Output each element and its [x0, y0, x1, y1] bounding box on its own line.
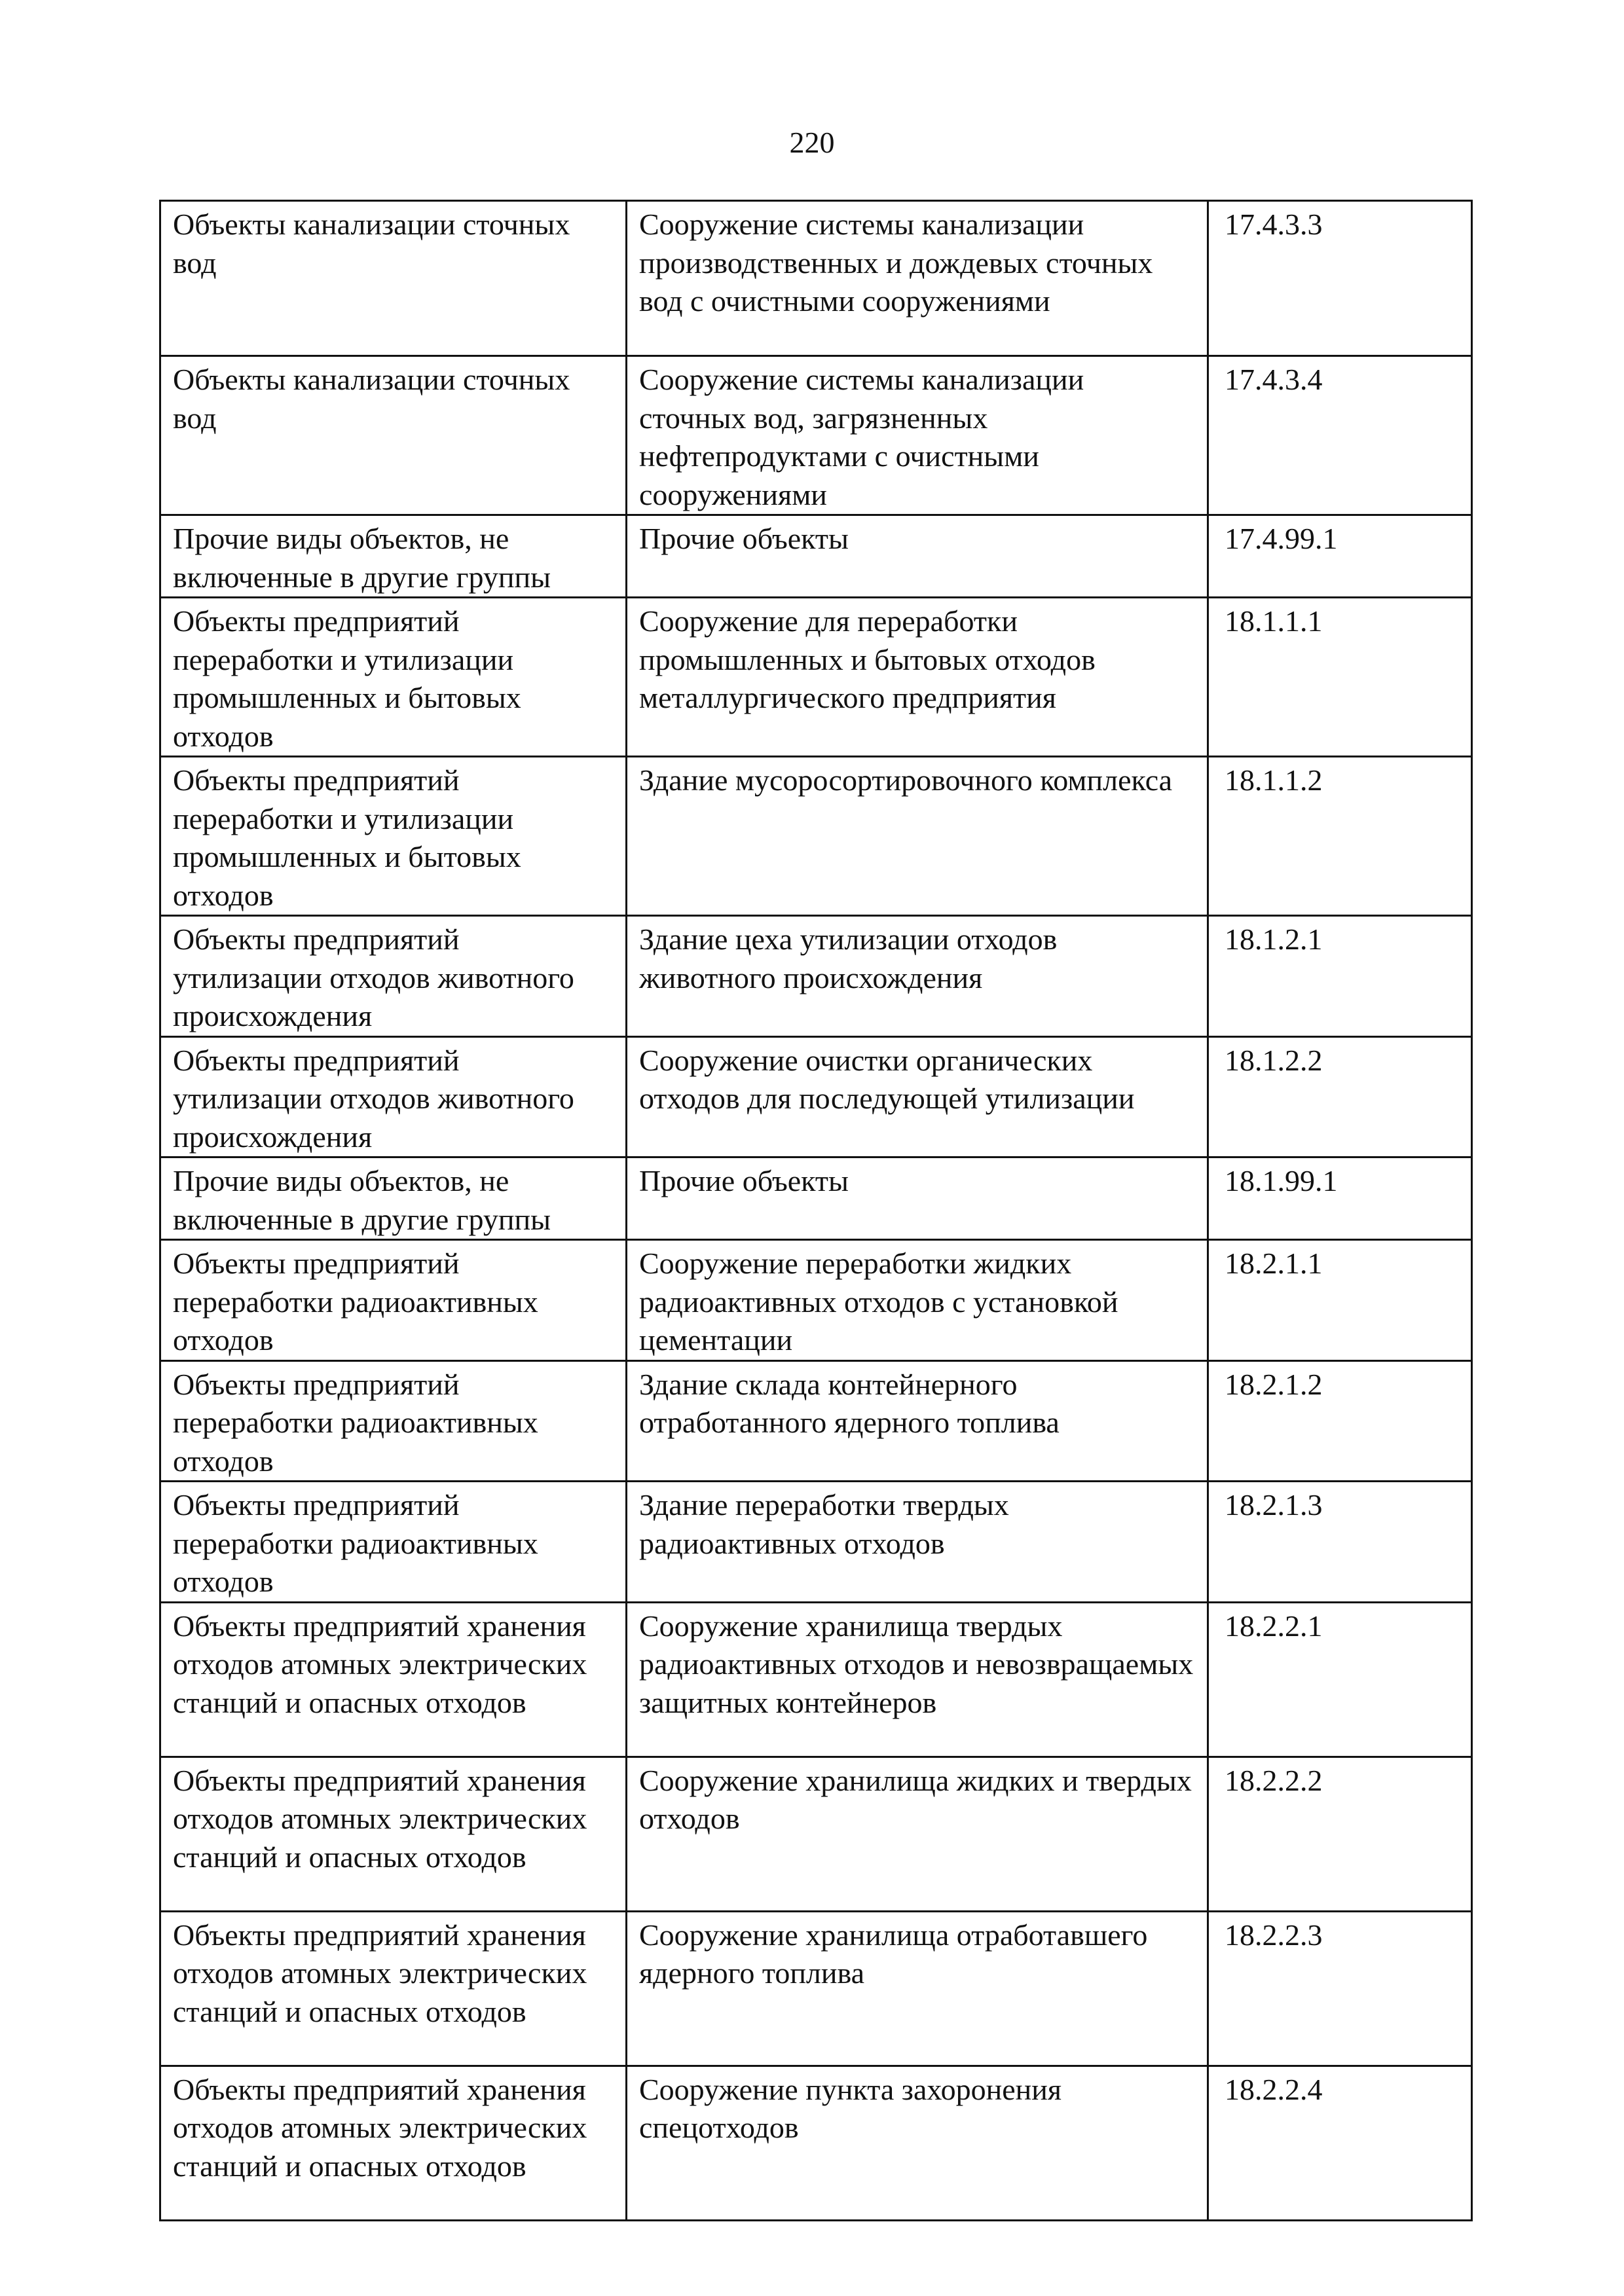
object-cell: Здание цеха утилизации отходов животного происхождения [627, 916, 1208, 1037]
code-cell: 17.4.3.3 [1208, 201, 1472, 356]
code-cell: 18.2.1.3 [1208, 1482, 1472, 1603]
table-row [160, 1482, 1472, 1603]
group-cell: Объекты предприятий хранения отходов атомных электрических станций и опасных отходов [160, 2066, 627, 2220]
group-cell: Объекты предприятий хранения отходов атомных электрических станций и опасных отходов [160, 1602, 627, 1757]
group-cell: Объекты предприятий переработки радиоактивных отходов [160, 1482, 627, 1603]
object-cell: Прочие объекты [627, 1157, 1208, 1240]
group-cell: Объекты предприятий хранения отходов атомных электрических станций и опасных отходов [160, 1911, 627, 2066]
object-cell: Сооружение хранилища твердых радиоактивных отходов и невозвращаемых защитных контейнеров [627, 1602, 1208, 1757]
code-cell: 17.4.3.4 [1208, 356, 1472, 515]
object-cell: Сооружение системы канализации сточных вод, загрязненных нефтепродуктами с очистными сооружениями [627, 356, 1208, 515]
page-number: 220 [789, 126, 835, 159]
object-cell: Сооружение хранилища жидких и твердых отходов [627, 1757, 1208, 1911]
table-row [160, 515, 1472, 598]
group-cell: Объекты канализации сточных вод [160, 201, 627, 356]
group-cell: Объекты предприятий переработки радиоактивных отходов [160, 1360, 627, 1482]
table-row [160, 1757, 1472, 1911]
group-cell: Прочие виды объектов, не включенные в другие группы [160, 1157, 627, 1240]
group-cell: Прочие виды объектов, не включенные в другие группы [160, 515, 627, 598]
object-cell: Здание склада контейнерного отработанного ядерного топлива [627, 1360, 1208, 1482]
table-row [160, 2066, 1472, 2220]
table-row [160, 1240, 1472, 1361]
group-cell: Объекты предприятий утилизации отходов животного происхождения [160, 916, 627, 1037]
group-cell: Объекты предприятий переработки радиоактивных отходов [160, 1240, 627, 1361]
table-row [160, 1157, 1472, 1240]
group-cell: Объекты предприятий переработки и утилизации промышленных и бытовых отходов [160, 757, 627, 916]
table-row [160, 1911, 1472, 2066]
table-row [160, 356, 1472, 515]
table-row [160, 1602, 1472, 1757]
table-row [160, 201, 1472, 356]
table-row [160, 757, 1472, 916]
code-cell: 18.1.1.1 [1208, 598, 1472, 757]
table-row [160, 598, 1472, 757]
code-cell: 18.1.1.2 [1208, 757, 1472, 916]
code-cell: 18.1.2.1 [1208, 916, 1472, 1037]
object-cell: Сооружение пункта захоронения спецотходов [627, 2066, 1208, 2220]
object-cell: Сооружение системы канализации производственных и дождевых сточных вод с очистными сооружениями [627, 201, 1208, 356]
code-cell: 18.2.2.3 [1208, 1911, 1472, 2066]
code-cell: 18.2.2.1 [1208, 1602, 1472, 1757]
code-cell: 18.2.1.1 [1208, 1240, 1472, 1361]
group-cell: Объекты предприятий переработки и утилизации промышленных и бытовых отходов [160, 598, 627, 757]
object-cell: Здание переработки твердых радиоактивных отходов [627, 1482, 1208, 1603]
group-cell: Объекты предприятий утилизации отходов животного происхождения [160, 1036, 627, 1157]
group-cell: Объекты канализации сточных вод [160, 356, 627, 515]
object-cell: Здание мусоросортировочного комплекса [627, 757, 1208, 916]
code-cell: 18.2.2.4 [1208, 2066, 1472, 2220]
classification-table [159, 200, 1473, 2221]
table-row [160, 1036, 1472, 1157]
object-cell: Сооружение хранилища отработавшего ядерного топлива [627, 1911, 1208, 2066]
code-cell: 18.2.2.2 [1208, 1757, 1472, 1911]
group-cell: Объекты предприятий хранения отходов атомных электрических станций и опасных отходов [160, 1757, 627, 1911]
code-cell: 18.2.1.2 [1208, 1360, 1472, 1482]
code-cell: 18.1.2.2 [1208, 1036, 1472, 1157]
table-row [160, 1360, 1472, 1482]
code-cell: 17.4.99.1 [1208, 515, 1472, 598]
object-cell: Сооружение очистки органических отходов для последующей утилизации [627, 1036, 1208, 1157]
object-cell: Прочие объекты [627, 515, 1208, 598]
object-cell: Сооружение для переработки промышленных и бытовых отходов металлургического предприятия [627, 598, 1208, 757]
code-cell: 18.1.99.1 [1208, 1157, 1472, 1240]
object-cell: Сооружение переработки жидких радиоактивных отходов с установкой цементации [627, 1240, 1208, 1361]
table-row [160, 916, 1472, 1037]
